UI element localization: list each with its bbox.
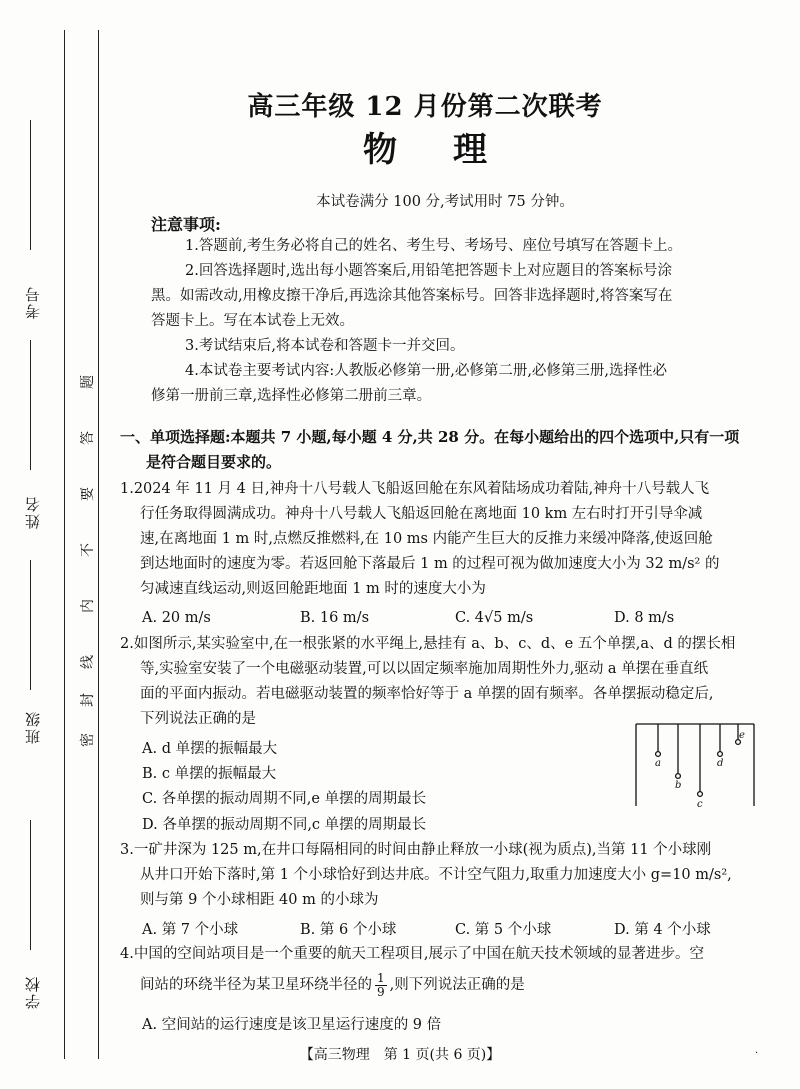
- q1-option-c: C. 4√5 m/s: [455, 610, 534, 626]
- q2-option-b: B. c 单摆的振幅最大: [142, 766, 277, 782]
- pendulum-b-bob: [676, 774, 681, 779]
- q4-option-a: A. 空间站的运行速度是该卫星运行速度的 9 倍: [142, 1017, 442, 1033]
- q2-line-2: 等,实验室安装了一个电磁驱动装置,可以以固定频率施加周期性外力,驱动 a 单摆在垂直纸: [140, 661, 709, 677]
- q3-line-3: 则与第 9 个小球相距 40 m 的小球为: [140, 892, 379, 908]
- name-label: 姓名: [24, 495, 42, 529]
- pendulum-d-bob: [718, 752, 723, 757]
- pendulum-a-label: a: [655, 758, 661, 769]
- notice-line-5: 3.考试结束后,将本试卷和答题卡一并交回。: [185, 338, 465, 354]
- q2-line-1: 2.如图所示,某实验室中,在一根张紧的水平绳上,悬挂有 a、b、c、d、e 五个单摆,a、d 的摆长相: [120, 636, 736, 652]
- q4-line-2-pre: 间站的环绕半径为某卫星环绕半径的: [140, 977, 372, 993]
- notice-line-3: 黑。如需改动,用橡皮擦干净后,再选涂其他答案标号。回答非选择题时,将答案写在: [151, 288, 673, 304]
- exam-info: 本试卷满分 100 分,考试用时 75 分钟。: [316, 194, 574, 210]
- q2-line-4: 下列说法正确的是: [140, 711, 256, 727]
- q4-line-1: 4.中国的空间站项目是一个重要的航天工程项目,展示了中国在航天技术领域的显著进步。空: [120, 946, 704, 962]
- q4-line-2-post: ,则下列说法正确的是: [389, 977, 525, 993]
- q2-option-d: D. 各单摆的振动周期不同,c 单摆的周期最长: [142, 817, 427, 833]
- notice-line-4: 答题卡上。写在本试卷上无效。: [151, 313, 354, 329]
- pendulum-b-label: b: [675, 780, 682, 791]
- pendulum-c-bob: [698, 792, 703, 797]
- q1-option-a: A. 20 m/s: [142, 610, 211, 626]
- subject-title: 物理: [363, 130, 543, 170]
- seal-char-4: 不: [80, 543, 96, 557]
- footer-mark: ·: [755, 1048, 759, 1059]
- q3-option-d: D. 第 4 个小球: [614, 922, 711, 938]
- pendulum-figure: [630, 716, 760, 816]
- q4-fraction-denominator: 9: [377, 985, 385, 999]
- pendulum-e-label: e: [739, 730, 745, 741]
- exam-no-blank: [30, 120, 31, 250]
- section1-line-2: 是符合题目要求的。: [146, 453, 282, 471]
- seal-char-2: 答: [80, 431, 96, 445]
- seal-char-5: 内: [80, 599, 96, 613]
- q4-fraction: [375, 972, 387, 999]
- q3-line-2: 从井口开始下落时,第 1 个小球恰好到达井底。不计空气阻力,取重力加速度大小 g=10 m/s²,: [140, 867, 732, 883]
- q1-option-b: B. 16 m/s: [300, 610, 370, 626]
- page-footer: 【高三物理 第 1 页(共 6 页)】: [299, 1047, 501, 1063]
- q1-line-2: 行任务取得圆满成功。神舟十八号载人飞船返回舱在离地面 10 km 左右时打开引导伞减: [140, 506, 703, 522]
- q4-line-2: [140, 972, 525, 999]
- seal-char-6: 线: [80, 655, 96, 669]
- seal-char-3: 要: [80, 487, 96, 501]
- notice-line-1: 1.答题前,考生务必将自己的姓名、考生号、考场号、座位号填写在答题卡上。: [185, 238, 682, 254]
- q2-line-3: 面的平面内振动。若电磁驱动装置的频率恰好等于 a 单摆的固有频率。各单摆振动稳定后,: [140, 686, 714, 702]
- q2-option-c: C. 各单摆的振动周期不同,e 单摆的周期最长: [142, 791, 427, 807]
- notice-heading: 注意事项:: [151, 215, 221, 234]
- pendulum-c-label: c: [697, 799, 703, 810]
- q3-option-b: B. 第 6 个小球: [300, 922, 397, 938]
- name-blank: [30, 340, 31, 470]
- seal-char-7: 封: [80, 693, 96, 707]
- q1-line-1: 1.2024 年 11 月 4 日,神舟十八号载人飞船返回舱在东风着陆场成功着陆,神舟十八号载人飞: [120, 481, 710, 497]
- q2-option-a: A. d 单摆的振幅最大: [142, 741, 278, 757]
- pendulum-d-label: d: [717, 758, 724, 769]
- q1-option-d: D. 8 m/s: [614, 610, 675, 626]
- class-blank: [30, 560, 31, 690]
- school-blank: [30, 820, 31, 950]
- pendulum-a-bob: [656, 752, 661, 757]
- notice-line-6: 4.本试卷主要考试内容:人教版必修第一册,必修第二册,必修第三册,选择性必: [185, 363, 668, 379]
- school-label: 学校: [24, 975, 42, 1009]
- q3-option-a: A. 第 7 个小球: [142, 922, 239, 938]
- section1-line-1: 一、单项选择题:本题共 7 小题,每小题 4 分,共 28 分。在每小题给出的四个选项中,只有一项: [120, 428, 740, 446]
- binding-margin: [0, 0, 110, 1089]
- q3-option-c: C. 第 5 个小球: [455, 922, 552, 938]
- q1-line-4: 到达地面时的速度为零。若返回舱下落最后 1 m 的过程可视为做加速度大小为 32 m/s² 的: [140, 556, 720, 572]
- exam-title: 高三年级 12 月份第二次联考: [247, 92, 603, 122]
- margin-line-left: [64, 30, 65, 1059]
- q1-line-5: 匀减速直线运动,则返回舱距地面 1 m 时的速度大小为: [140, 581, 486, 597]
- class-label: 班级: [24, 710, 42, 744]
- q4-fraction-numerator: 1: [377, 971, 385, 985]
- notice-line-2: 2.回答选择题时,选出每小题答案后,用铅笔把答题卡上对应题目的答案标号涂: [185, 263, 673, 279]
- seal-char-1: 题: [80, 375, 96, 389]
- margin-line-right: [98, 30, 99, 1059]
- q3-line-1: 3.一矿井深为 125 m,在井口每隔相同的时间由静止释放一小球(视为质点),当第 11 个小球刚: [120, 842, 712, 858]
- notice-line-7: 修第一册前三章,选择性必修第二册前三章。: [151, 388, 432, 404]
- seal-char-8: 密: [80, 733, 96, 747]
- exam-no-label: 考号: [24, 285, 42, 319]
- q1-line-3: 速,在离地面 1 m 时,点燃反推燃料,在 10 ms 内能产生巨大的反推力来缓冲降落,使返回舱: [140, 531, 713, 547]
